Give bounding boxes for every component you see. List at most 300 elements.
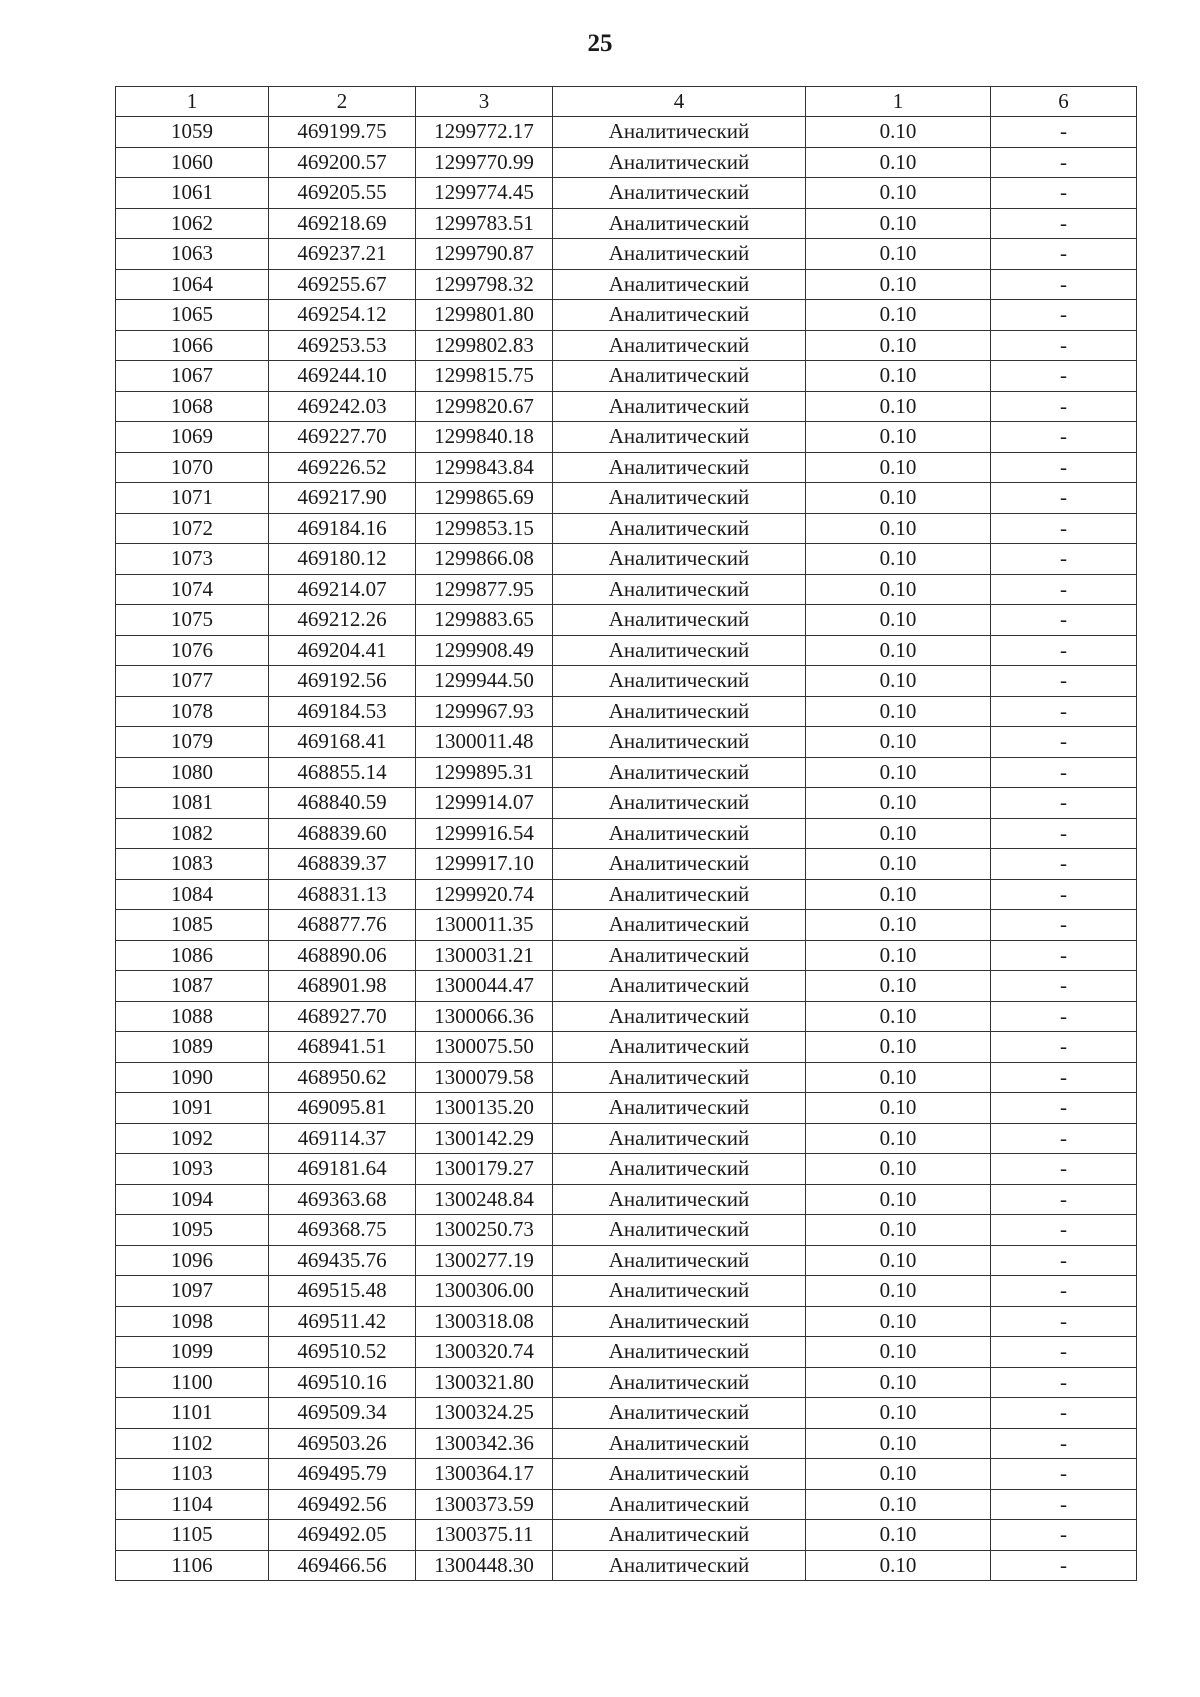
table-row (116, 1001, 1137, 1032)
x-coordinate-cell: 469212.26 (269, 605, 416, 636)
table-row (116, 239, 1137, 270)
point-number-cell: 1073 (116, 544, 269, 575)
point-number-cell: 1090 (116, 1062, 269, 1093)
description-cell: - (991, 239, 1137, 270)
table-row (116, 1215, 1137, 1246)
point-number-cell: 1080 (116, 757, 269, 788)
x-coordinate-cell: 468839.60 (269, 818, 416, 849)
x-coordinate-cell: 469511.42 (269, 1306, 416, 1337)
accuracy-cell: 0.10 (806, 361, 991, 392)
x-coordinate-cell: 469495.79 (269, 1459, 416, 1490)
accuracy-cell: 0.10 (806, 330, 991, 361)
description-cell: - (991, 147, 1137, 178)
table-body (116, 87, 1137, 1581)
table-row (116, 300, 1137, 331)
page-number: 25 (587, 30, 613, 57)
method-cell: Аналитический (553, 574, 806, 605)
method-cell: Аналитический (553, 1276, 806, 1307)
description-cell: - (991, 1428, 1137, 1459)
method-cell: Аналитический (553, 300, 806, 331)
accuracy-cell: 0.10 (806, 300, 991, 331)
accuracy-cell: 0.10 (806, 1276, 991, 1307)
x-coordinate-cell: 469184.53 (269, 696, 416, 727)
point-number-cell: 1100 (116, 1367, 269, 1398)
y-coordinate-cell: 1299774.45 (416, 178, 553, 209)
y-coordinate-cell: 1300011.48 (416, 727, 553, 758)
y-coordinate-cell: 1300318.08 (416, 1306, 553, 1337)
method-cell: Аналитический (553, 1245, 806, 1276)
accuracy-cell: 0.10 (806, 1398, 991, 1429)
table-row (116, 513, 1137, 544)
point-number-cell: 1079 (116, 727, 269, 758)
column-header: 1 (806, 87, 991, 117)
description-cell: - (991, 1215, 1137, 1246)
y-coordinate-cell: 1299798.32 (416, 269, 553, 300)
point-number-cell: 1103 (116, 1459, 269, 1490)
method-cell: Аналитический (553, 696, 806, 727)
method-cell: Аналитический (553, 1489, 806, 1520)
method-cell: Аналитический (553, 1001, 806, 1032)
description-cell: - (991, 1154, 1137, 1185)
x-coordinate-cell: 469205.55 (269, 178, 416, 209)
accuracy-cell: 0.10 (806, 788, 991, 819)
table-row (116, 1184, 1137, 1215)
method-cell: Аналитический (553, 330, 806, 361)
description-cell: - (991, 1062, 1137, 1093)
x-coordinate-cell: 469510.16 (269, 1367, 416, 1398)
accuracy-cell: 0.10 (806, 1245, 991, 1276)
x-coordinate-cell: 468855.14 (269, 757, 416, 788)
x-coordinate-cell: 469244.10 (269, 361, 416, 392)
description-cell: - (991, 971, 1137, 1002)
method-cell: Аналитический (553, 178, 806, 209)
x-coordinate-cell: 468877.76 (269, 910, 416, 941)
x-coordinate-cell: 469217.90 (269, 483, 416, 514)
method-cell: Аналитический (553, 422, 806, 453)
accuracy-cell: 0.10 (806, 1215, 991, 1246)
method-cell: Аналитический (553, 1459, 806, 1490)
x-coordinate-cell: 469363.68 (269, 1184, 416, 1215)
method-cell: Аналитический (553, 757, 806, 788)
accuracy-cell: 0.10 (806, 1154, 991, 1185)
description-cell: - (991, 544, 1137, 575)
point-number-cell: 1093 (116, 1154, 269, 1185)
table-row (116, 1123, 1137, 1154)
description-cell: - (991, 818, 1137, 849)
y-coordinate-cell: 1299877.95 (416, 574, 553, 605)
accuracy-cell: 0.10 (806, 910, 991, 941)
x-coordinate-cell: 469192.56 (269, 666, 416, 697)
y-coordinate-cell: 1300142.29 (416, 1123, 553, 1154)
x-coordinate-cell: 469095.81 (269, 1093, 416, 1124)
x-coordinate-cell: 468950.62 (269, 1062, 416, 1093)
table-row (116, 1306, 1137, 1337)
point-number-cell: 1098 (116, 1306, 269, 1337)
point-number-cell: 1068 (116, 391, 269, 422)
table-row (116, 757, 1137, 788)
method-cell: Аналитический (553, 818, 806, 849)
x-coordinate-cell: 469466.56 (269, 1550, 416, 1581)
accuracy-cell: 0.10 (806, 269, 991, 300)
x-coordinate-cell: 468840.59 (269, 788, 416, 819)
accuracy-cell: 0.10 (806, 818, 991, 849)
accuracy-cell: 0.10 (806, 147, 991, 178)
x-coordinate-cell: 469214.07 (269, 574, 416, 605)
point-number-cell: 1072 (116, 513, 269, 544)
table-row (116, 1489, 1137, 1520)
point-number-cell: 1067 (116, 361, 269, 392)
y-coordinate-cell: 1299883.65 (416, 605, 553, 636)
point-number-cell: 1082 (116, 818, 269, 849)
accuracy-cell: 0.10 (806, 666, 991, 697)
accuracy-cell: 0.10 (806, 940, 991, 971)
point-number-cell: 1085 (116, 910, 269, 941)
method-cell: Аналитический (553, 788, 806, 819)
y-coordinate-cell: 1300324.25 (416, 1398, 553, 1429)
table-row (116, 1062, 1137, 1093)
x-coordinate-cell: 468831.13 (269, 879, 416, 910)
description-cell: - (991, 757, 1137, 788)
x-coordinate-cell: 469435.76 (269, 1245, 416, 1276)
y-coordinate-cell: 1300375.11 (416, 1520, 553, 1551)
x-coordinate-cell: 469204.41 (269, 635, 416, 666)
description-cell: - (991, 208, 1137, 239)
x-coordinate-cell: 469503.26 (269, 1428, 416, 1459)
table-row (116, 1337, 1137, 1368)
point-number-cell: 1076 (116, 635, 269, 666)
method-cell: Аналитический (553, 666, 806, 697)
accuracy-cell: 0.10 (806, 605, 991, 636)
point-number-cell: 1077 (116, 666, 269, 697)
point-number-cell: 1102 (116, 1428, 269, 1459)
table-row (116, 879, 1137, 910)
method-cell: Аналитический (553, 513, 806, 544)
description-cell: - (991, 361, 1137, 392)
description-cell: - (991, 1520, 1137, 1551)
accuracy-cell: 0.10 (806, 1367, 991, 1398)
description-cell: - (991, 1367, 1137, 1398)
description-cell: - (991, 1459, 1137, 1490)
method-cell: Аналитический (553, 1123, 806, 1154)
method-cell: Аналитический (553, 483, 806, 514)
accuracy-cell: 0.10 (806, 1428, 991, 1459)
point-number-cell: 1097 (116, 1276, 269, 1307)
table-header-row (116, 87, 1137, 117)
x-coordinate-cell: 468890.06 (269, 940, 416, 971)
description-cell: - (991, 849, 1137, 880)
x-coordinate-cell: 469226.52 (269, 452, 416, 483)
description-cell: - (991, 1032, 1137, 1063)
x-coordinate-cell: 469227.70 (269, 422, 416, 453)
accuracy-cell: 0.10 (806, 391, 991, 422)
description-cell: - (991, 1306, 1137, 1337)
y-coordinate-cell: 1299853.15 (416, 513, 553, 544)
y-coordinate-cell: 1299908.49 (416, 635, 553, 666)
accuracy-cell: 0.10 (806, 208, 991, 239)
point-number-cell: 1086 (116, 940, 269, 971)
x-coordinate-cell: 468839.37 (269, 849, 416, 880)
method-cell: Аналитический (553, 1520, 806, 1551)
method-cell: Аналитический (553, 1337, 806, 1368)
point-number-cell: 1101 (116, 1398, 269, 1429)
table-row (116, 330, 1137, 361)
table-row (116, 1093, 1137, 1124)
accuracy-cell: 0.10 (806, 1489, 991, 1520)
accuracy-cell: 0.10 (806, 727, 991, 758)
accuracy-cell: 0.10 (806, 483, 991, 514)
point-number-cell: 1066 (116, 330, 269, 361)
point-number-cell: 1064 (116, 269, 269, 300)
description-cell: - (991, 1489, 1137, 1520)
accuracy-cell: 0.10 (806, 544, 991, 575)
point-number-cell: 1088 (116, 1001, 269, 1032)
accuracy-cell: 0.10 (806, 1093, 991, 1124)
table-row (116, 1367, 1137, 1398)
table-row (116, 117, 1137, 148)
y-coordinate-cell: 1299801.80 (416, 300, 553, 331)
point-number-cell: 1087 (116, 971, 269, 1002)
x-coordinate-cell: 469242.03 (269, 391, 416, 422)
description-cell: - (991, 696, 1137, 727)
description-cell: - (991, 910, 1137, 941)
point-number-cell: 1075 (116, 605, 269, 636)
table-row (116, 1154, 1137, 1185)
y-coordinate-cell: 1300066.36 (416, 1001, 553, 1032)
y-coordinate-cell: 1300248.84 (416, 1184, 553, 1215)
table-row (116, 1032, 1137, 1063)
point-number-cell: 1083 (116, 849, 269, 880)
point-number-cell: 1106 (116, 1550, 269, 1581)
table-row (116, 544, 1137, 575)
accuracy-cell: 0.10 (806, 696, 991, 727)
y-coordinate-cell: 1300364.17 (416, 1459, 553, 1490)
y-coordinate-cell: 1300306.00 (416, 1276, 553, 1307)
column-header: 1 (116, 87, 269, 117)
description-cell: - (991, 1184, 1137, 1215)
y-coordinate-cell: 1299790.87 (416, 239, 553, 270)
y-coordinate-cell: 1300320.74 (416, 1337, 553, 1368)
description-cell: - (991, 1093, 1137, 1124)
accuracy-cell: 0.10 (806, 1184, 991, 1215)
method-cell: Аналитический (553, 910, 806, 941)
point-number-cell: 1071 (116, 483, 269, 514)
description-cell: - (991, 1001, 1137, 1032)
point-number-cell: 1074 (116, 574, 269, 605)
table-row (116, 147, 1137, 178)
x-coordinate-cell: 469492.56 (269, 1489, 416, 1520)
column-header: 2 (269, 87, 416, 117)
table-row (116, 788, 1137, 819)
y-coordinate-cell: 1299944.50 (416, 666, 553, 697)
x-coordinate-cell: 469180.12 (269, 544, 416, 575)
method-cell: Аналитический (553, 269, 806, 300)
point-number-cell: 1081 (116, 788, 269, 819)
method-cell: Аналитический (553, 208, 806, 239)
point-number-cell: 1104 (116, 1489, 269, 1520)
y-coordinate-cell: 1299783.51 (416, 208, 553, 239)
method-cell: Аналитический (553, 1032, 806, 1063)
table-row (116, 849, 1137, 880)
accuracy-cell: 0.10 (806, 1550, 991, 1581)
point-number-cell: 1060 (116, 147, 269, 178)
description-cell: - (991, 178, 1137, 209)
y-coordinate-cell: 1299917.10 (416, 849, 553, 880)
accuracy-cell: 0.10 (806, 849, 991, 880)
x-coordinate-cell: 469184.16 (269, 513, 416, 544)
method-cell: Аналитический (553, 849, 806, 880)
accuracy-cell: 0.10 (806, 574, 991, 605)
y-coordinate-cell: 1300277.19 (416, 1245, 553, 1276)
table-row (116, 1520, 1137, 1551)
column-header: 3 (416, 87, 553, 117)
description-cell: - (991, 1337, 1137, 1368)
table-row (116, 1276, 1137, 1307)
table-row (116, 818, 1137, 849)
table-row (116, 940, 1137, 971)
table-row (116, 910, 1137, 941)
description-cell: - (991, 788, 1137, 819)
accuracy-cell: 0.10 (806, 757, 991, 788)
table-row (116, 1550, 1137, 1581)
coordinates-table (115, 86, 1137, 1581)
accuracy-cell: 0.10 (806, 513, 991, 544)
table-row (116, 971, 1137, 1002)
method-cell: Аналитический (553, 544, 806, 575)
point-number-cell: 1105 (116, 1520, 269, 1551)
description-cell: - (991, 879, 1137, 910)
x-coordinate-cell: 469255.67 (269, 269, 416, 300)
description-cell: - (991, 1550, 1137, 1581)
method-cell: Аналитический (553, 147, 806, 178)
x-coordinate-cell: 469510.52 (269, 1337, 416, 1368)
y-coordinate-cell: 1300342.36 (416, 1428, 553, 1459)
accuracy-cell: 0.10 (806, 1123, 991, 1154)
y-coordinate-cell: 1299895.31 (416, 757, 553, 788)
point-number-cell: 1059 (116, 117, 269, 148)
description-cell: - (991, 452, 1137, 483)
method-cell: Аналитический (553, 1367, 806, 1398)
description-cell: - (991, 269, 1137, 300)
table-row (116, 574, 1137, 605)
method-cell: Аналитический (553, 1184, 806, 1215)
description-cell: - (991, 1245, 1137, 1276)
x-coordinate-cell: 469237.21 (269, 239, 416, 270)
accuracy-cell: 0.10 (806, 879, 991, 910)
x-coordinate-cell: 469168.41 (269, 727, 416, 758)
accuracy-cell: 0.10 (806, 1337, 991, 1368)
accuracy-cell: 0.10 (806, 422, 991, 453)
method-cell: Аналитический (553, 117, 806, 148)
point-number-cell: 1078 (116, 696, 269, 727)
description-cell: - (991, 1276, 1137, 1307)
y-coordinate-cell: 1299840.18 (416, 422, 553, 453)
description-cell: - (991, 300, 1137, 331)
y-coordinate-cell: 1300031.21 (416, 940, 553, 971)
description-cell: - (991, 666, 1137, 697)
x-coordinate-cell: 469218.69 (269, 208, 416, 239)
y-coordinate-cell: 1299820.67 (416, 391, 553, 422)
table-row (116, 361, 1137, 392)
description-cell: - (991, 727, 1137, 758)
y-coordinate-cell: 1300011.35 (416, 910, 553, 941)
y-coordinate-cell: 1300079.58 (416, 1062, 553, 1093)
x-coordinate-cell: 469199.75 (269, 117, 416, 148)
table-row (116, 483, 1137, 514)
method-cell: Аналитический (553, 1215, 806, 1246)
point-number-cell: 1063 (116, 239, 269, 270)
point-number-cell: 1062 (116, 208, 269, 239)
accuracy-cell: 0.10 (806, 1001, 991, 1032)
x-coordinate-cell: 468927.70 (269, 1001, 416, 1032)
x-coordinate-cell: 469515.48 (269, 1276, 416, 1307)
table-row (116, 391, 1137, 422)
point-number-cell: 1065 (116, 300, 269, 331)
point-number-cell: 1061 (116, 178, 269, 209)
description-cell: - (991, 940, 1137, 971)
y-coordinate-cell: 1299914.07 (416, 788, 553, 819)
y-coordinate-cell: 1299967.93 (416, 696, 553, 727)
x-coordinate-cell: 469200.57 (269, 147, 416, 178)
method-cell: Аналитический (553, 635, 806, 666)
y-coordinate-cell: 1299770.99 (416, 147, 553, 178)
table-row (116, 605, 1137, 636)
table-row (116, 1428, 1137, 1459)
accuracy-cell: 0.10 (806, 1062, 991, 1093)
y-coordinate-cell: 1299843.84 (416, 452, 553, 483)
table-row (116, 1398, 1137, 1429)
description-cell: - (991, 605, 1137, 636)
accuracy-cell: 0.10 (806, 1032, 991, 1063)
accuracy-cell: 0.10 (806, 117, 991, 148)
table-row (116, 452, 1137, 483)
point-number-cell: 1070 (116, 452, 269, 483)
table-row (116, 422, 1137, 453)
point-number-cell: 1091 (116, 1093, 269, 1124)
method-cell: Аналитический (553, 391, 806, 422)
x-coordinate-cell: 469253.53 (269, 330, 416, 361)
accuracy-cell: 0.10 (806, 178, 991, 209)
method-cell: Аналитический (553, 879, 806, 910)
point-number-cell: 1069 (116, 422, 269, 453)
method-cell: Аналитический (553, 452, 806, 483)
y-coordinate-cell: 1299866.08 (416, 544, 553, 575)
method-cell: Аналитический (553, 1154, 806, 1185)
accuracy-cell: 0.10 (806, 1459, 991, 1490)
x-coordinate-cell: 469254.12 (269, 300, 416, 331)
description-cell: - (991, 422, 1137, 453)
description-cell: - (991, 635, 1137, 666)
y-coordinate-cell: 1300075.50 (416, 1032, 553, 1063)
description-cell: - (991, 1398, 1137, 1429)
y-coordinate-cell: 1300373.59 (416, 1489, 553, 1520)
point-number-cell: 1094 (116, 1184, 269, 1215)
y-coordinate-cell: 1299772.17 (416, 117, 553, 148)
x-coordinate-cell: 469368.75 (269, 1215, 416, 1246)
point-number-cell: 1089 (116, 1032, 269, 1063)
table-row (116, 1459, 1137, 1490)
description-cell: - (991, 1123, 1137, 1154)
table-row (116, 208, 1137, 239)
y-coordinate-cell: 1299916.54 (416, 818, 553, 849)
x-coordinate-cell: 469509.34 (269, 1398, 416, 1429)
point-number-cell: 1084 (116, 879, 269, 910)
description-cell: - (991, 513, 1137, 544)
accuracy-cell: 0.10 (806, 1520, 991, 1551)
description-cell: - (991, 574, 1137, 605)
column-header: 6 (991, 87, 1137, 117)
accuracy-cell: 0.10 (806, 971, 991, 1002)
column-header: 4 (553, 87, 806, 117)
